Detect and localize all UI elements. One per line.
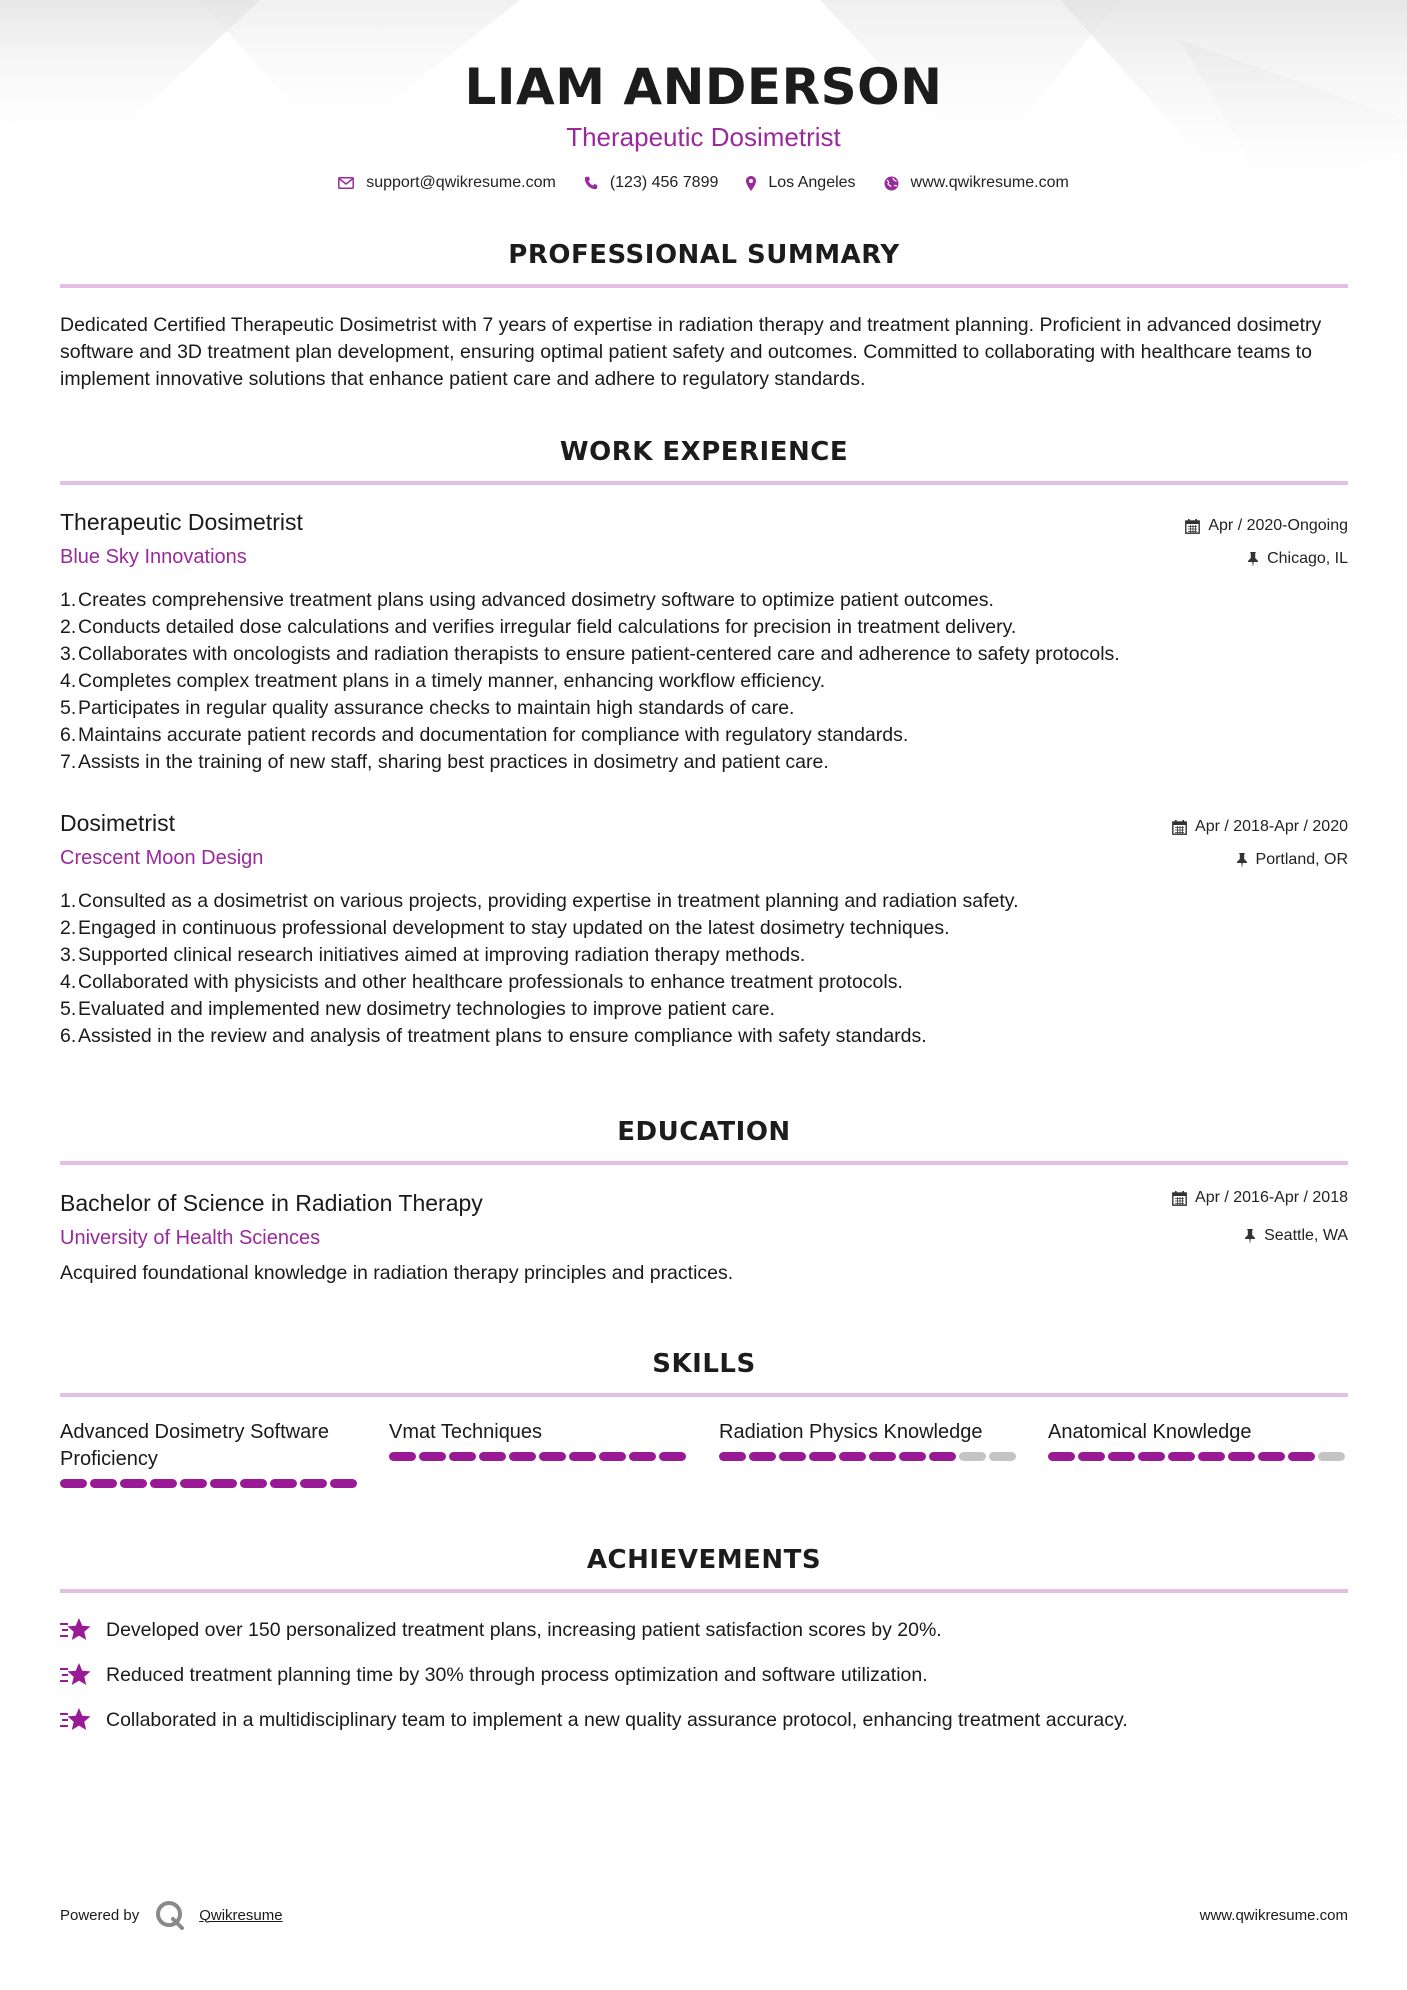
calendar-icon bbox=[1185, 519, 1200, 534]
skill-segment-filled bbox=[1288, 1452, 1315, 1461]
skill-segment-filled bbox=[1048, 1452, 1075, 1461]
skill-segment-filled bbox=[120, 1479, 147, 1488]
achievements-divider bbox=[60, 1589, 1348, 1593]
skill-segment-filled bbox=[1198, 1452, 1225, 1461]
list-item: 3. Collaborates with oncologists and radiation therapists to ensure patient-centered care and adherence to safety protocols. bbox=[60, 643, 1120, 665]
pushpin-icon bbox=[1236, 853, 1248, 868]
skill-item bbox=[389, 1419, 689, 1461]
skill-segment-filled bbox=[419, 1452, 446, 1461]
skill-segment-filled bbox=[659, 1452, 686, 1461]
skill-item bbox=[60, 1419, 360, 1488]
pushpin-icon bbox=[1244, 1229, 1256, 1244]
pushpin-icon bbox=[1247, 552, 1259, 567]
footer-powered-by bbox=[60, 1900, 283, 1930]
skill-segment-filled bbox=[90, 1479, 117, 1488]
job-title: Dosimetrist bbox=[60, 810, 176, 836]
skill-name: Advanced Dosimetry Software Proficiency bbox=[60, 1421, 330, 1470]
achievement-item bbox=[60, 1617, 942, 1643]
skill-segment-filled bbox=[210, 1479, 237, 1488]
map-marker-icon bbox=[746, 176, 756, 191]
job-title: Therapeutic Dosimetrist bbox=[60, 509, 303, 535]
job-location bbox=[1247, 550, 1348, 568]
education-location bbox=[1244, 1227, 1348, 1245]
skill-segment-filled bbox=[1258, 1452, 1285, 1461]
skill-item bbox=[1048, 1419, 1348, 1461]
list-item: 3. Supported clinical research initiatives aimed at improving radiation therapy methods. bbox=[60, 944, 806, 966]
contact-website-text: www.qwikresume.com bbox=[910, 174, 1069, 191]
job-dates bbox=[1172, 818, 1348, 836]
skill-segment-filled bbox=[60, 1479, 87, 1488]
qwikresume-logo-icon bbox=[155, 1900, 185, 1930]
skill-segment-filled bbox=[1228, 1452, 1255, 1461]
job-company: Blue Sky Innovations bbox=[60, 546, 247, 568]
contact-website[interactable] bbox=[884, 174, 1069, 192]
skill-segment-filled bbox=[539, 1452, 566, 1461]
list-item: 2. Conducts detailed dose calculations and verifies irregular field calculations for precision in treatment delivery. bbox=[60, 616, 1017, 638]
education-description: Acquired foundational knowledge in radiation therapy principles and practices. bbox=[60, 1262, 734, 1284]
achievement-text: Collaborated in a multidisciplinary team to implement a new quality assurance protocol, enhancing treatment accuracy. bbox=[106, 1708, 1128, 1731]
calendar-icon bbox=[1172, 1191, 1187, 1206]
contact-location bbox=[746, 174, 855, 192]
achievement-text: Reduced treatment planning time by 30% through process optimization and software utilization. bbox=[106, 1663, 928, 1686]
achievement-item bbox=[60, 1662, 928, 1688]
education-section-title: EDUCATION bbox=[617, 1117, 791, 1147]
powered-by-label: Powered by bbox=[60, 1906, 140, 1924]
candidate-role: Therapeutic Dosimetrist bbox=[566, 122, 841, 152]
skill-name: Vmat Techniques bbox=[389, 1421, 543, 1443]
education-divider bbox=[60, 1161, 1348, 1165]
summary-section-title: PROFESSIONAL SUMMARY bbox=[508, 240, 900, 270]
experience-divider bbox=[60, 481, 1348, 485]
skill-segment-filled bbox=[300, 1479, 327, 1488]
job-location bbox=[1236, 851, 1348, 869]
education-dates-text: Apr / 2016-Apr / 2018 bbox=[1195, 1189, 1348, 1206]
skill-segment-empty bbox=[959, 1452, 986, 1461]
list-item: 6. Assisted in the review and analysis of treatment plans to ensure compliance with safety standards. bbox=[60, 1025, 927, 1047]
contact-phone[interactable] bbox=[584, 174, 719, 192]
skill-segment-filled bbox=[1108, 1452, 1135, 1461]
skill-segment-filled bbox=[270, 1479, 297, 1488]
job-location-text: Chicago, IL bbox=[1267, 550, 1348, 567]
skill-segment-filled bbox=[809, 1452, 836, 1461]
skill-segment-filled bbox=[150, 1479, 177, 1488]
list-item: 6. Maintains accurate patient records and documentation for compliance with regulatory standards. bbox=[60, 724, 909, 746]
candidate-name: LIAM ANDERSON bbox=[464, 58, 943, 116]
skill-segment-filled bbox=[1078, 1452, 1105, 1461]
skill-segment-filled bbox=[330, 1479, 357, 1488]
skill-segment-filled bbox=[869, 1452, 896, 1461]
contact-phone-text: (123) 456 7899 bbox=[609, 174, 719, 191]
summary-divider bbox=[60, 284, 1348, 288]
achievements-section-title: ACHIEVEMENTS bbox=[586, 1545, 822, 1575]
skill-segment-filled bbox=[719, 1452, 746, 1461]
job-dates-text: Apr / 2020-Ongoing bbox=[1208, 517, 1348, 534]
achievement-item bbox=[60, 1707, 1128, 1733]
skill-segment-filled bbox=[240, 1479, 267, 1488]
list-item: 1. Creates comprehensive treatment plans using advanced dosimetry software to optimize patient outcomes. bbox=[60, 589, 994, 611]
envelope-icon bbox=[338, 177, 354, 189]
contact-location-text: Los Angeles bbox=[768, 174, 856, 191]
skill-segment-empty bbox=[989, 1452, 1016, 1461]
skill-segment-filled bbox=[479, 1452, 506, 1461]
school-name: University of Health Sciences bbox=[60, 1227, 321, 1249]
job-location-text: Portland, OR bbox=[1255, 851, 1348, 868]
skill-segment-filled bbox=[389, 1452, 416, 1461]
contact-email-text: support@qwikresume.com bbox=[366, 174, 556, 191]
list-item: 5. Participates in regular quality assurance checks to maintain high standards of care. bbox=[60, 697, 795, 719]
skill-name: Anatomical Knowledge bbox=[1048, 1421, 1252, 1443]
skill-segment-filled bbox=[569, 1452, 596, 1461]
list-item: 1. Consulted as a dosimetrist on various projects, providing expertise in treatment planning and radiation safety. bbox=[60, 890, 1019, 912]
phone-icon bbox=[584, 176, 598, 190]
summary-text: Dedicated Certified Therapeutic Dosimetrist with 7 years of expertise in radiation therapy and treatment planning. Proficient in advanced dosimetry software and 3D treatment plan development, ensuring optimal patient safety and outcomes. Committed to collaborating with healthcare teams to implement innovative solutions that enhance patient care and adhere to regulatory standards. bbox=[60, 314, 1322, 390]
star-icon bbox=[60, 1617, 92, 1643]
skills-divider bbox=[60, 1393, 1348, 1397]
experience-section-title: WORK EXPERIENCE bbox=[559, 437, 849, 467]
list-item: 7. Assists in the training of new staff, sharing best practices in dosimetry and patient care. bbox=[60, 751, 829, 773]
globe-icon bbox=[884, 176, 899, 191]
education-dates bbox=[1172, 1189, 1348, 1207]
job-dates-text: Apr / 2018-Apr / 2020 bbox=[1195, 818, 1348, 835]
education-location-text: Seattle, WA bbox=[1264, 1227, 1348, 1244]
skill-segment-filled bbox=[629, 1452, 656, 1461]
job-responsibilities bbox=[60, 888, 1348, 1050]
job-company: Crescent Moon Design bbox=[60, 847, 264, 869]
job-responsibilities bbox=[60, 587, 1348, 776]
star-icon bbox=[60, 1662, 92, 1688]
skill-segment-filled bbox=[779, 1452, 806, 1461]
job-dates bbox=[1185, 517, 1348, 535]
skill-segment-filled bbox=[1138, 1452, 1165, 1461]
skill-segment-filled bbox=[449, 1452, 476, 1461]
skill-segment-filled bbox=[180, 1479, 207, 1488]
skill-segment-filled bbox=[839, 1452, 866, 1461]
contact-email[interactable] bbox=[338, 174, 556, 192]
list-item: 4. Completes complex treatment plans in a timely manner, enhancing workflow efficiency. bbox=[60, 670, 826, 692]
skill-segment-filled bbox=[929, 1452, 956, 1461]
qwikresume-link[interactable]: Qwikresume bbox=[199, 1906, 283, 1924]
skill-level-bar bbox=[60, 1479, 360, 1488]
skill-segment-filled bbox=[509, 1452, 536, 1461]
footer-website[interactable]: www.qwikresume.com bbox=[1199, 1907, 1348, 1924]
list-item: 2. Engaged in continuous professional development to stay updated on the latest dosimetry techniques. bbox=[60, 917, 950, 939]
skill-segment-filled bbox=[749, 1452, 776, 1461]
skill-segment-empty bbox=[1318, 1452, 1345, 1461]
skill-segment-filled bbox=[599, 1452, 626, 1461]
skill-segment-filled bbox=[1168, 1452, 1195, 1461]
calendar-icon bbox=[1172, 820, 1187, 835]
skill-level-bar bbox=[1048, 1452, 1348, 1461]
achievement-text: Developed over 150 personalized treatment plans, increasing patient satisfaction scores by 20%. bbox=[106, 1618, 942, 1641]
degree-title: Bachelor of Science in Radiation Therapy bbox=[60, 1190, 483, 1216]
skill-level-bar bbox=[389, 1452, 689, 1461]
list-item: 4. Collaborated with physicists and other healthcare professionals to enhance treatment protocols. bbox=[60, 971, 903, 993]
contact-bar bbox=[0, 174, 1407, 192]
skill-name: Radiation Physics Knowledge bbox=[719, 1421, 983, 1443]
star-icon bbox=[60, 1707, 92, 1733]
skill-level-bar bbox=[719, 1452, 1019, 1461]
list-item: 5. Evaluated and implemented new dosimetry technologies to improve patient care. bbox=[60, 998, 775, 1020]
skills-section-title: SKILLS bbox=[652, 1349, 756, 1379]
skill-item bbox=[719, 1419, 1019, 1461]
skill-segment-filled bbox=[899, 1452, 926, 1461]
